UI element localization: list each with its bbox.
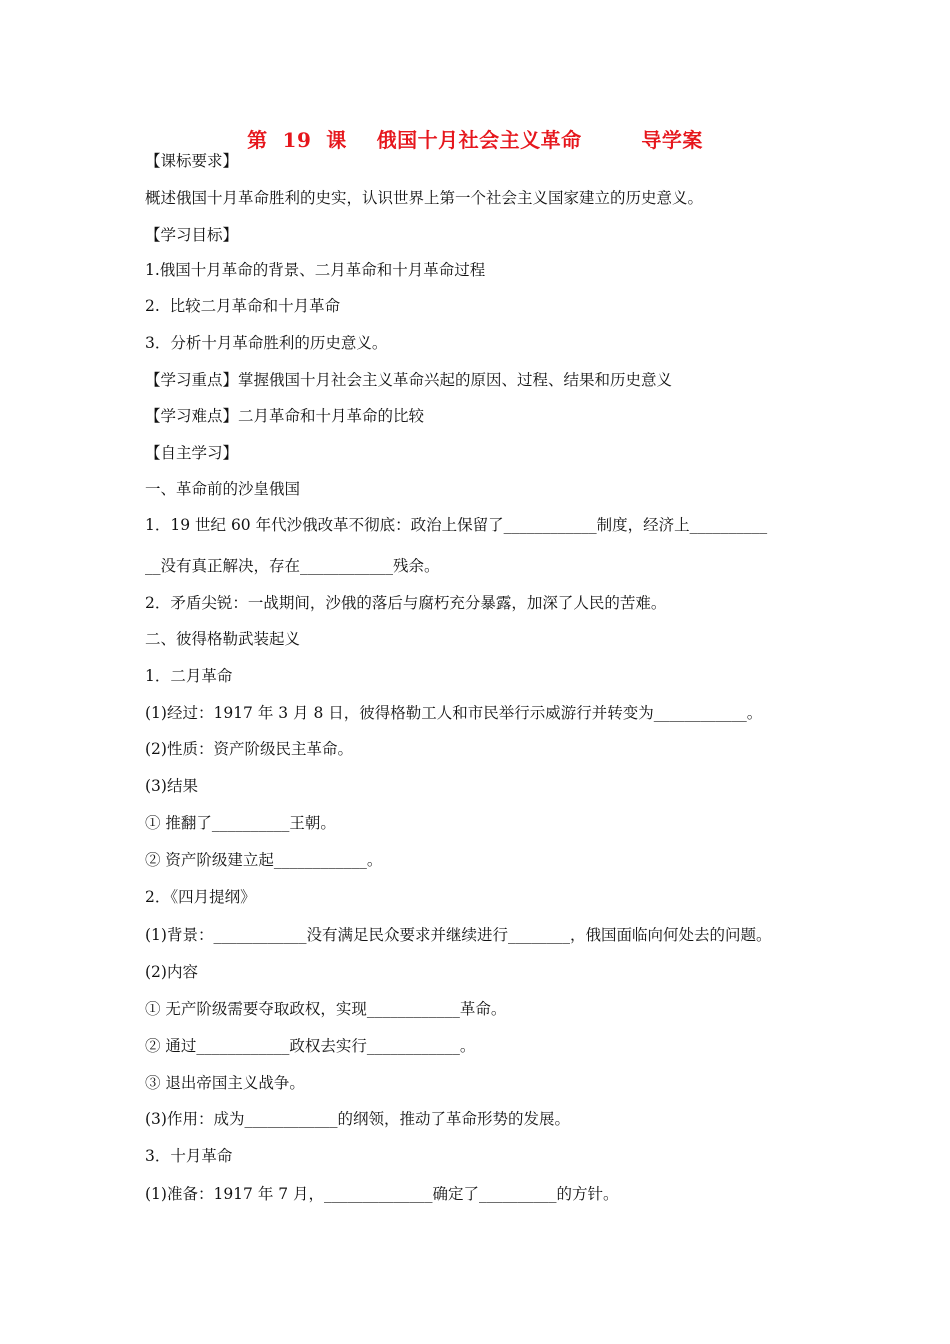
february-process: (1)经过：1917 年 3 月 8 日，彼得格勒工人和市民举行示威游行并转变为____________。 xyxy=(145,704,763,722)
objective-2: 2. 比较二月革命和十月革命 xyxy=(145,297,341,315)
part-2-heading: 二、彼得格勒武装起义 xyxy=(145,630,301,648)
section-heading-curriculum: 【课标要求】 xyxy=(145,152,239,170)
document-title: 第 19 课 俄国十月社会主义革命 导学案 xyxy=(247,128,703,152)
february-result-2: ② 资产阶级建立起____________。 xyxy=(145,851,383,869)
objective-3: 3．分析十月革命胜利的历史意义。 xyxy=(145,334,388,352)
question-1-2: 2．矛盾尖锐：一战期间，沙俄的落后与腐朽充分暴露，加深了人民的苦难。 xyxy=(145,594,667,612)
february-revolution-heading: 1．二月革命 xyxy=(145,667,233,685)
february-nature: (2)性质：资产阶级民主革命。 xyxy=(145,740,353,758)
april-theses-background: (1)背景：____________没有满足民众要求并继续进行________，俄国面临向何处去的问题。 xyxy=(145,926,772,944)
objective-1: 1.俄国十月革命的背景、二月革命和十月革命过程 xyxy=(145,261,486,279)
april-theses-content-heading: (2)内容 xyxy=(145,963,198,981)
april-theses-effect: (3)作用：成为____________的纲领，推动了革命形势的发展。 xyxy=(145,1110,570,1128)
april-theses-content-3: ③ 退出帝国主义战争。 xyxy=(145,1074,305,1092)
february-result-heading: (3)结果 xyxy=(145,777,198,795)
february-result-1: ① 推翻了__________王朝。 xyxy=(145,814,336,832)
april-theses-heading: 2．《四月提纲》 xyxy=(145,888,256,906)
section-heading-objectives: 【学习目标】 xyxy=(145,226,239,244)
question-1-1: 1．19 世纪 60 年代沙俄改革不彻底：政治上保留了____________制度，经济上__________ xyxy=(145,516,768,534)
october-revolution-heading: 3．十月革命 xyxy=(145,1147,233,1165)
question-1-1-cont: __没有真正解决，存在____________残余。 xyxy=(145,557,440,575)
curriculum-text: 概述俄国十月革命胜利的史实，认识世界上第一个社会主义国家建立的历史意义。 xyxy=(145,189,704,207)
difficult-point: 【学习难点】二月革命和十月革命的比较 xyxy=(145,407,425,425)
part-1-heading: 一、革命前的沙皇俄国 xyxy=(145,480,301,498)
key-point: 【学习重点】掌握俄国十月社会主义革命兴起的原因、过程、结果和历史意义 xyxy=(145,371,673,389)
october-preparation: (1)准备：1917 年 7 月，______________确定了__________的方针。 xyxy=(145,1185,619,1203)
april-theses-content-2: ② 通过____________政权去实行____________。 xyxy=(145,1037,476,1055)
april-theses-content-1: ① 无产阶级需要夺取政权，实现____________革命。 xyxy=(145,1000,507,1018)
section-heading-self-study: 【自主学习】 xyxy=(145,444,239,462)
